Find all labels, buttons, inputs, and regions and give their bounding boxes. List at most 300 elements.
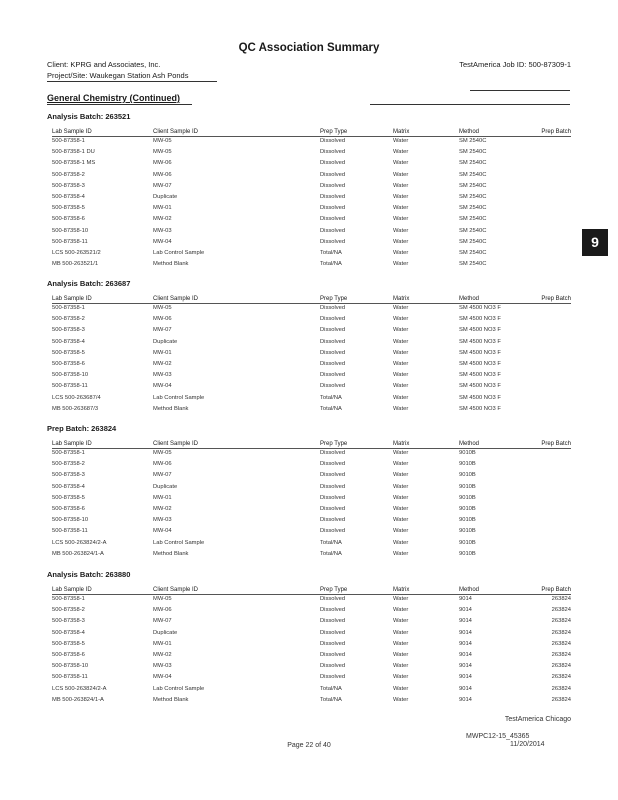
table-row bbox=[0, 472, 618, 483]
table-cell: Dissolved bbox=[320, 640, 346, 647]
table-cell: Total/NA bbox=[320, 405, 342, 412]
table-cell: Dissolved bbox=[320, 216, 346, 223]
table-cell: MW-04 bbox=[153, 238, 172, 245]
table-cell: Total/NA bbox=[320, 696, 342, 703]
table-cell: 500-87358-10 bbox=[52, 663, 89, 670]
table-cell: Water bbox=[393, 261, 409, 268]
table-cell: MW-03 bbox=[153, 663, 172, 670]
table-cell: Dissolved bbox=[320, 372, 346, 379]
table-cell: Water bbox=[393, 194, 409, 200]
header-rule-right bbox=[470, 90, 570, 91]
table-cell: 9010B bbox=[459, 517, 476, 524]
table-cell: Water bbox=[393, 227, 409, 234]
table-cell: SM 2540C bbox=[459, 194, 487, 200]
table-cell: MW-02 bbox=[153, 361, 172, 367]
table-cell: Dissolved bbox=[320, 383, 346, 390]
table-row bbox=[0, 194, 618, 205]
table-cell: 500-87358-5 bbox=[52, 205, 85, 212]
table-cell: 500-87358-11 bbox=[52, 383, 88, 390]
column-header: Matrix bbox=[393, 587, 410, 593]
doc-id: MWPC12-15_45365 bbox=[466, 733, 530, 740]
table-row bbox=[0, 138, 618, 149]
table-cell: Dissolved bbox=[320, 238, 346, 245]
table-cell: Water bbox=[393, 461, 409, 468]
table-row bbox=[0, 686, 618, 697]
table-cell: Dissolved bbox=[320, 450, 346, 456]
table-cell: 500-87358-1 bbox=[52, 305, 85, 311]
table-cell: MW-03 bbox=[153, 372, 172, 379]
table-cell: 500-87358-2 bbox=[52, 607, 85, 614]
column-header: Client Sample ID bbox=[153, 296, 199, 302]
table-cell: MW-04 bbox=[153, 674, 172, 681]
project-site: Project/Site: Waukegan Station Ash Ponds bbox=[47, 71, 189, 80]
table-cell: MW-02 bbox=[153, 506, 172, 512]
table-row bbox=[0, 652, 618, 663]
table-row bbox=[0, 228, 618, 239]
table-cell: SM 2540C bbox=[459, 238, 487, 245]
table-cell: Total/NA bbox=[320, 261, 342, 268]
table-cell: SM 2540C bbox=[459, 171, 487, 178]
table-row bbox=[0, 216, 618, 227]
table-cell: Dissolved bbox=[320, 652, 346, 658]
table-cell: Water bbox=[393, 550, 409, 557]
table-cell: MW-01 bbox=[153, 640, 172, 647]
table-cell: 263824 bbox=[551, 607, 571, 614]
table-cell: Water bbox=[393, 472, 409, 479]
table-cell: 500-87358-6 bbox=[52, 216, 85, 223]
table-cell: 500-87358-5 bbox=[52, 640, 85, 647]
table-cell: Water bbox=[393, 640, 409, 647]
page-number: Page 22 of 40 bbox=[287, 742, 331, 749]
column-header: Prep Batch bbox=[541, 129, 571, 135]
table-cell: 9014 bbox=[459, 640, 472, 647]
table-cell: Dissolved bbox=[320, 182, 346, 189]
table-cell: 9010B bbox=[459, 528, 476, 535]
table-cell: SM 2540C bbox=[459, 160, 487, 167]
table-cell: Water bbox=[393, 383, 409, 390]
table-row bbox=[0, 383, 618, 394]
table-cell: SM 4500 NO3 F bbox=[459, 338, 501, 345]
table-cell: 9014 bbox=[459, 596, 472, 602]
table-cell: Water bbox=[393, 305, 409, 311]
table-cell: MW-07 bbox=[153, 182, 172, 189]
table-row bbox=[0, 172, 618, 183]
table-cell: 500-87358-2 bbox=[52, 316, 85, 323]
table-cell: 500-87358-3 bbox=[52, 327, 85, 334]
column-header: Prep Type bbox=[320, 296, 348, 302]
table-cell: Water bbox=[393, 652, 409, 658]
table-cell: Method Blank bbox=[153, 550, 189, 557]
table-cell: Dissolved bbox=[320, 607, 346, 614]
table-cell: Water bbox=[393, 539, 409, 546]
table-cell: MW-07 bbox=[153, 327, 172, 334]
table-cell: MW-03 bbox=[153, 227, 172, 234]
client-name: Client: KPRG and Associates, Inc. bbox=[47, 60, 161, 69]
table-cell: Dissolved bbox=[320, 361, 346, 367]
table-cell: 9010B bbox=[459, 450, 476, 456]
table-cell: Water bbox=[393, 205, 409, 212]
job-id: TestAmerica Job ID: 500-87309-1 bbox=[459, 60, 571, 69]
table-cell: 9014 bbox=[459, 607, 472, 614]
table-cell: Water bbox=[393, 338, 409, 345]
table-cell: MW-01 bbox=[153, 494, 172, 501]
table-cell: SM 2540C bbox=[459, 182, 487, 189]
table-row bbox=[0, 674, 618, 685]
column-header: Prep Batch bbox=[541, 441, 571, 447]
table-cell: 9014 bbox=[459, 696, 472, 703]
table-cell: Water bbox=[393, 450, 409, 456]
table-cell: Water bbox=[393, 250, 409, 256]
table-cell: MW-05 bbox=[153, 138, 172, 144]
table-cell: Dissolved bbox=[320, 205, 346, 212]
table-cell: Water bbox=[393, 629, 409, 636]
table-cell: Dissolved bbox=[320, 494, 346, 501]
column-header: Lab Sample ID bbox=[52, 296, 92, 302]
table-cell: Dissolved bbox=[320, 349, 346, 356]
table-cell: MW-01 bbox=[153, 349, 172, 356]
table-cell: MW-03 bbox=[153, 517, 172, 524]
column-header: Client Sample ID bbox=[153, 129, 199, 135]
column-header: Matrix bbox=[393, 441, 410, 447]
table-cell: 9014 bbox=[459, 652, 472, 658]
table-row bbox=[0, 406, 618, 417]
table-cell: Water bbox=[393, 149, 409, 156]
table-row bbox=[0, 149, 618, 160]
section-rule-right bbox=[370, 104, 570, 105]
table-cell: Total/NA bbox=[320, 250, 342, 256]
table-cell: SM 4500 NO3 F bbox=[459, 327, 501, 334]
table-cell: SM 4500 NO3 F bbox=[459, 361, 501, 367]
table-cell: MB 500-263824/1-A bbox=[52, 550, 104, 557]
table-cell: Duplicate bbox=[153, 483, 178, 490]
table-cell: 263824 bbox=[551, 640, 571, 647]
table-cell: 9014 bbox=[459, 618, 472, 625]
table-cell: MW-02 bbox=[153, 652, 172, 658]
column-header: Lab Sample ID bbox=[52, 441, 92, 447]
table-row bbox=[0, 630, 618, 641]
table-row bbox=[0, 239, 618, 250]
section-tab-marker: 9 bbox=[582, 229, 608, 256]
table-cell: Water bbox=[393, 674, 409, 681]
table-row bbox=[0, 250, 618, 261]
table-cell: SM 4500 NO3 F bbox=[459, 349, 501, 356]
table-cell: Water bbox=[393, 394, 409, 401]
table-cell: Water bbox=[393, 483, 409, 490]
page-title: QC Association Summary bbox=[238, 42, 380, 54]
table-cell: SM 4500 NO3 F bbox=[459, 383, 501, 390]
table-cell: 500-87358-4 bbox=[52, 338, 85, 345]
table-cell: MW-06 bbox=[153, 160, 172, 167]
table-cell: 500-87358-5 bbox=[52, 494, 85, 501]
table-cell: Dissolved bbox=[320, 171, 346, 178]
table-cell: Dissolved bbox=[320, 327, 346, 334]
table-cell: 263824 bbox=[551, 618, 571, 625]
table-row bbox=[0, 618, 618, 629]
column-header: Prep Type bbox=[320, 129, 348, 135]
table-cell: SM 2540C bbox=[459, 138, 487, 144]
table-cell: MW-05 bbox=[153, 305, 172, 311]
table-cell: Duplicate bbox=[153, 194, 178, 200]
table-cell: Method Blank bbox=[153, 405, 189, 412]
table-row bbox=[0, 506, 618, 517]
table-cell: SM 2540C bbox=[459, 250, 487, 256]
section-title: General Chemistry (Continued) bbox=[47, 93, 181, 103]
table-row bbox=[0, 484, 618, 495]
table-row bbox=[0, 350, 618, 361]
table-cell: 9010B bbox=[459, 461, 476, 468]
batch-title: Analysis Batch: 263521 bbox=[47, 112, 131, 121]
table-cell: MW-06 bbox=[153, 461, 172, 468]
report-date: 11/20/2014 bbox=[510, 741, 545, 748]
table-cell: Duplicate bbox=[153, 629, 178, 636]
table-cell: 500-87358-10 bbox=[52, 227, 89, 234]
table-cell: MB 500-263521/1 bbox=[52, 261, 99, 268]
column-header: Lab Sample ID bbox=[52, 587, 92, 593]
table-cell: MW-05 bbox=[153, 450, 172, 456]
table-cell: Lab Control Sample bbox=[153, 250, 205, 256]
table-cell: Dissolved bbox=[320, 316, 346, 323]
table-cell: Dissolved bbox=[320, 506, 346, 512]
table-cell: Water bbox=[393, 238, 409, 245]
batch-title: Prep Batch: 263824 bbox=[47, 424, 117, 433]
table-cell: Dissolved bbox=[320, 227, 346, 234]
footer-company: TestAmerica Chicago bbox=[504, 716, 571, 723]
table-cell: Dissolved bbox=[320, 305, 346, 311]
table-cell: 500-87358-1 bbox=[52, 596, 85, 602]
table-cell: MW-07 bbox=[153, 472, 172, 479]
table-cell: 500-87358-1 bbox=[52, 450, 85, 456]
table-cell: SM 4500 NO3 F bbox=[459, 316, 501, 323]
header-divider bbox=[52, 136, 571, 137]
table-cell: Water bbox=[393, 607, 409, 614]
column-header: Method bbox=[459, 441, 480, 447]
table-row bbox=[0, 339, 618, 350]
table-cell: 9010B bbox=[459, 494, 476, 501]
table-cell: 263824 bbox=[551, 685, 571, 692]
table-cell: SM 2540C bbox=[459, 227, 487, 234]
batch-title: Analysis Batch: 263880 bbox=[47, 570, 131, 579]
table-cell: 500-87358-11 bbox=[52, 528, 88, 535]
table-cell: Dissolved bbox=[320, 461, 346, 468]
table-row bbox=[0, 205, 618, 216]
table-cell: Dissolved bbox=[320, 160, 346, 167]
table-cell: LCS 500-263521/2 bbox=[52, 250, 101, 256]
table-row bbox=[0, 517, 618, 528]
table-cell: SM 4500 NO3 F bbox=[459, 394, 501, 401]
section-rule-left bbox=[47, 104, 192, 105]
table-cell: Water bbox=[393, 596, 409, 602]
table-cell: 500-87358-6 bbox=[52, 652, 85, 658]
table-cell: Water bbox=[393, 372, 409, 379]
table-cell: 263824 bbox=[551, 652, 571, 658]
table-cell: Dissolved bbox=[320, 149, 346, 156]
table-row bbox=[0, 261, 618, 272]
table-cell: Dissolved bbox=[320, 472, 346, 479]
table-row bbox=[0, 316, 618, 327]
table-cell: MW-02 bbox=[153, 216, 172, 223]
column-header: Client Sample ID bbox=[153, 441, 199, 447]
column-header: Method bbox=[459, 129, 480, 135]
table-cell: Water bbox=[393, 685, 409, 692]
table-cell: 500-87358-4 bbox=[52, 629, 85, 636]
column-header: Prep Type bbox=[320, 441, 348, 447]
table-cell: Total/NA bbox=[320, 394, 342, 401]
table-cell: Water bbox=[393, 138, 409, 144]
table-cell: 9010B bbox=[459, 483, 476, 490]
table-cell: Duplicate bbox=[153, 338, 178, 345]
column-header: Matrix bbox=[393, 129, 410, 135]
table-cell: 263824 bbox=[551, 674, 571, 681]
table-cell: MW-01 bbox=[153, 205, 172, 212]
table-row bbox=[0, 327, 618, 338]
table-cell: Dissolved bbox=[320, 596, 346, 602]
table-cell: Dissolved bbox=[320, 338, 346, 345]
table-cell: Water bbox=[393, 528, 409, 535]
table-cell: LCS 500-263824/2-A bbox=[52, 685, 107, 692]
table-cell: MW-06 bbox=[153, 607, 172, 614]
table-cell: Water bbox=[393, 405, 409, 412]
table-cell: MW-07 bbox=[153, 618, 172, 625]
table-cell: Dissolved bbox=[320, 483, 346, 490]
table-row bbox=[0, 461, 618, 472]
table-cell: Dissolved bbox=[320, 629, 346, 636]
table-row bbox=[0, 663, 618, 674]
table-cell: Dissolved bbox=[320, 528, 346, 535]
table-cell: SM 2540C bbox=[459, 149, 487, 156]
table-cell: 263824 bbox=[551, 696, 571, 703]
table-row bbox=[0, 607, 618, 618]
table-cell: Lab Control Sample bbox=[153, 685, 205, 692]
table-cell: Water bbox=[393, 517, 409, 524]
table-cell: Water bbox=[393, 361, 409, 367]
table-row bbox=[0, 528, 618, 539]
column-header: Prep Batch bbox=[541, 587, 571, 593]
table-cell: 500-87358-10 bbox=[52, 517, 89, 524]
table-cell: SM 2540C bbox=[459, 261, 487, 268]
table-cell: MB 500-263687/3 bbox=[52, 405, 99, 412]
table-cell: MW-05 bbox=[153, 596, 172, 602]
table-cell: 263824 bbox=[551, 629, 571, 636]
column-header: Method bbox=[459, 587, 480, 593]
table-cell: 9010B bbox=[459, 550, 476, 557]
table-cell: Method Blank bbox=[153, 261, 189, 268]
column-header: Client Sample ID bbox=[153, 587, 199, 593]
table-cell: MW-06 bbox=[153, 316, 172, 323]
table-cell: Dissolved bbox=[320, 138, 346, 144]
table-cell: Water bbox=[393, 349, 409, 356]
table-cell: 263824 bbox=[551, 596, 571, 602]
table-cell: SM 4500 NO3 F bbox=[459, 305, 501, 311]
table-row bbox=[0, 183, 618, 194]
table-cell: Water bbox=[393, 494, 409, 501]
table-cell: Method Blank bbox=[153, 696, 189, 703]
header-divider bbox=[52, 448, 571, 449]
table-cell: MB 500-263824/1-A bbox=[52, 696, 104, 703]
table-cell: 500-87358-4 bbox=[52, 483, 85, 490]
table-cell: 500-87358-10 bbox=[52, 372, 89, 379]
column-header: Prep Type bbox=[320, 587, 348, 593]
table-cell: Dissolved bbox=[320, 517, 346, 524]
table-cell: Water bbox=[393, 506, 409, 512]
table-cell: Total/NA bbox=[320, 550, 342, 557]
table-cell: 9014 bbox=[459, 663, 472, 670]
table-cell: Lab Control Sample bbox=[153, 394, 205, 401]
table-row bbox=[0, 495, 618, 506]
table-cell: Water bbox=[393, 316, 409, 323]
table-cell: 500-87358-3 bbox=[52, 182, 85, 189]
table-cell: LCS 500-263687/4 bbox=[52, 394, 101, 401]
table-cell: MW-04 bbox=[153, 528, 172, 535]
table-cell: 500-87358-3 bbox=[52, 618, 85, 625]
table-row bbox=[0, 372, 618, 383]
batch-title: Analysis Batch: 263687 bbox=[47, 279, 131, 288]
table-cell: Dissolved bbox=[320, 194, 346, 200]
table-cell: MW-05 bbox=[153, 149, 172, 156]
table-cell: Water bbox=[393, 663, 409, 670]
table-cell: Water bbox=[393, 696, 409, 703]
table-cell: LCS 500-263824/2-A bbox=[52, 539, 107, 546]
table-cell: 500-87358-5 bbox=[52, 349, 85, 356]
table-row bbox=[0, 361, 618, 372]
table-cell: 500-87358-6 bbox=[52, 361, 85, 367]
table-row bbox=[0, 596, 618, 607]
table-cell: SM 4500 NO3 F bbox=[459, 405, 501, 412]
table-cell: Lab Control Sample bbox=[153, 539, 205, 546]
table-cell: 9014 bbox=[459, 685, 472, 692]
table-row bbox=[0, 641, 618, 652]
table-cell: Total/NA bbox=[320, 685, 342, 692]
column-header: Prep Batch bbox=[541, 296, 571, 302]
table-cell: MW-06 bbox=[153, 171, 172, 178]
table-cell: Water bbox=[393, 182, 409, 189]
table-cell: 500-87358-1 MS bbox=[52, 160, 96, 167]
table-cell: SM 4500 NO3 F bbox=[459, 372, 501, 379]
table-cell: 500-87358-2 bbox=[52, 461, 85, 468]
header-rule-left bbox=[47, 81, 217, 82]
column-header: Lab Sample ID bbox=[52, 129, 92, 135]
table-cell: MW-04 bbox=[153, 383, 172, 390]
table-cell: 500-87358-6 bbox=[52, 506, 85, 512]
table-row bbox=[0, 551, 618, 562]
table-row bbox=[0, 160, 618, 171]
table-cell: Water bbox=[393, 618, 409, 625]
table-cell: SM 2540C bbox=[459, 216, 487, 223]
table-cell: Water bbox=[393, 216, 409, 223]
table-cell: 500-87358-3 bbox=[52, 472, 85, 479]
table-cell: Total/NA bbox=[320, 539, 342, 546]
table-row bbox=[0, 450, 618, 461]
table-cell: 9010B bbox=[459, 506, 476, 512]
table-cell: 500-87358-2 bbox=[52, 171, 85, 178]
table-cell: Water bbox=[393, 327, 409, 334]
table-cell: 500-87358-1 DU bbox=[52, 149, 95, 156]
header-divider bbox=[52, 303, 571, 304]
table-cell: 9010B bbox=[459, 539, 476, 546]
table-cell: Dissolved bbox=[320, 663, 346, 670]
table-cell: 500-87358-1 bbox=[52, 138, 85, 144]
table-row bbox=[0, 395, 618, 406]
table-cell: 500-87358-11 bbox=[52, 238, 88, 245]
table-cell: 9014 bbox=[459, 674, 472, 681]
table-cell: 9014 bbox=[459, 629, 472, 636]
column-header: Method bbox=[459, 296, 480, 302]
table-cell: Dissolved bbox=[320, 618, 346, 625]
header-divider bbox=[52, 594, 571, 595]
table-row bbox=[0, 305, 618, 316]
table-cell: Water bbox=[393, 160, 409, 167]
table-cell: 9010B bbox=[459, 472, 476, 479]
table-cell: 500-87358-4 bbox=[52, 194, 85, 200]
